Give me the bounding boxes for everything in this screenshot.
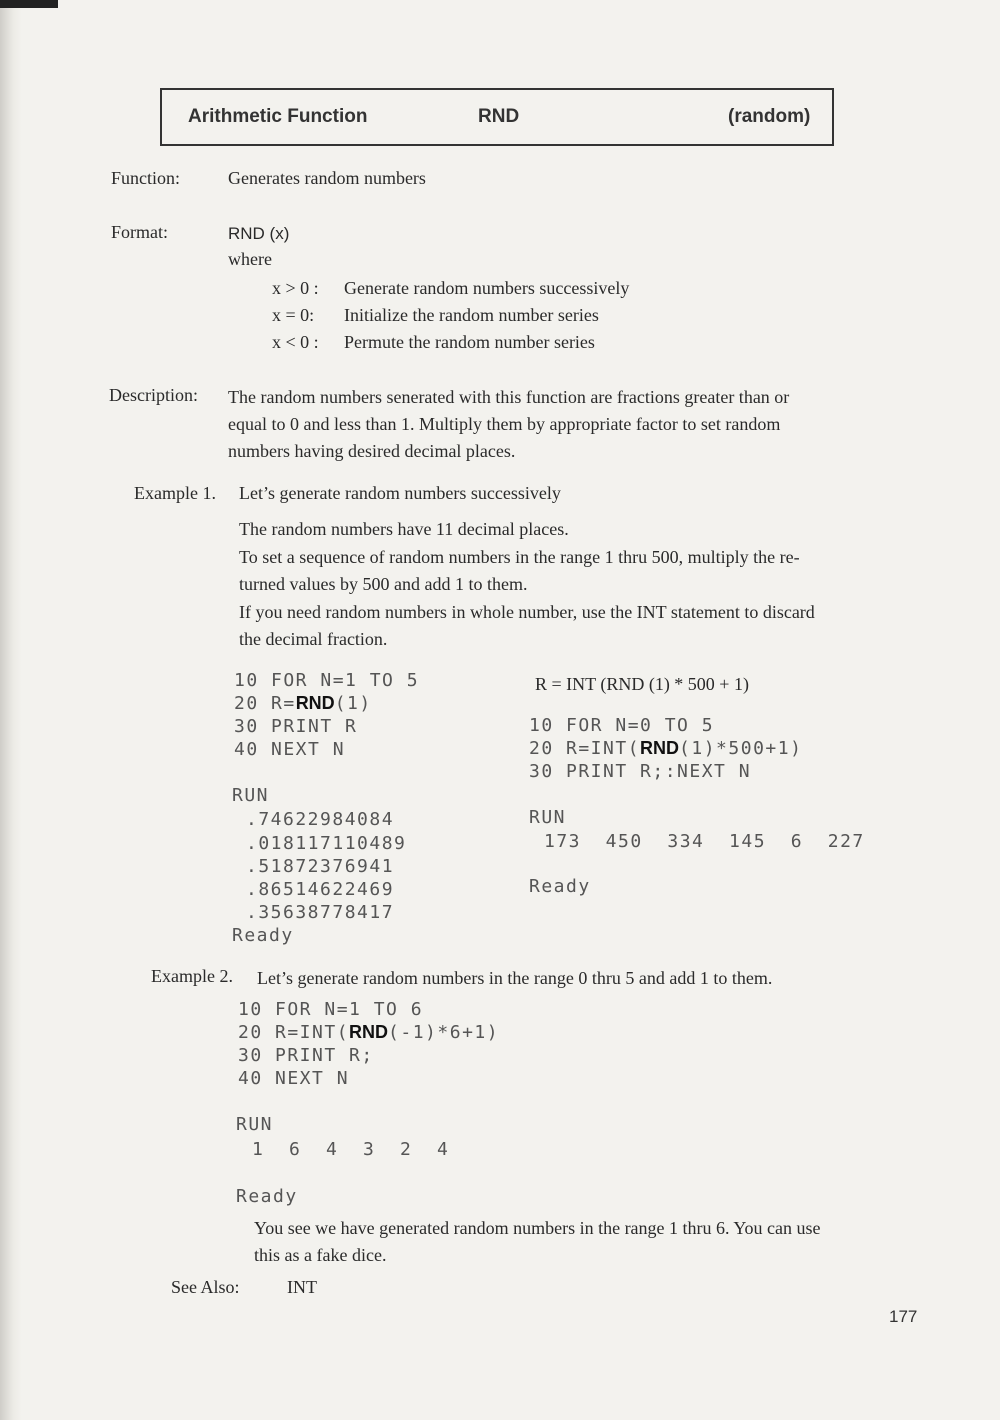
- example2-title: Let’s generate random numbers in the range 0 thru 5 and add 1 to them.: [257, 968, 773, 988]
- example1-title: Let’s generate random numbers successively: [239, 483, 561, 503]
- see-also-label: See Also:: [171, 1277, 240, 1297]
- example1-line: If you need random numbers in whole number, use the INT statement to discard: [239, 602, 815, 622]
- format-label: Format:: [111, 222, 168, 242]
- format-syntax: RND (x): [228, 224, 290, 243]
- page-corner-mark: [0, 0, 58, 8]
- example1-label: Example 1.: [134, 483, 216, 503]
- page-binding-shadow: [0, 0, 22, 1420]
- example2-line: this as a fake dice.: [254, 1245, 387, 1265]
- header-description: (random): [728, 106, 811, 127]
- format-case-cond: x < 0 :: [272, 332, 319, 352]
- example1-line: turned values by 500 and add 1 to them.: [239, 574, 528, 594]
- description-label: Description:: [109, 385, 198, 405]
- code-line: 20 R=INT(RND(1)*500+1): [529, 738, 803, 759]
- code-line: 30 PRINT R: [234, 716, 358, 737]
- output-value: .51872376941: [246, 856, 395, 877]
- code-line: 20 R=INT(RND(-1)*6+1): [238, 1022, 500, 1043]
- run-command: RUN: [236, 1114, 274, 1135]
- function-text: Generates random numbers: [228, 168, 426, 188]
- ready-prompt: Ready: [529, 876, 591, 897]
- formula: R = INT (RND (1) * 500 + 1): [535, 674, 749, 694]
- format-case-text: Generate random numbers successively: [344, 278, 630, 298]
- code-line: 20 R=RND(1): [234, 693, 372, 714]
- code-line: 40 NEXT N: [234, 739, 346, 760]
- ready-prompt: Ready: [236, 1186, 298, 1207]
- ready-prompt: Ready: [232, 925, 294, 946]
- code-line: 30 PRINT R;:NEXT N: [529, 761, 752, 782]
- see-also-value: INT: [287, 1277, 317, 1297]
- example1-line: the decimal fraction.: [239, 629, 388, 649]
- example2-label: Example 2.: [151, 966, 233, 986]
- header-name: RND: [478, 106, 520, 127]
- description-line: The random numbers senerated with this function are fractions greater than or: [228, 387, 790, 407]
- function-header-box: [160, 88, 834, 146]
- format-case-text: Permute the random number series: [344, 332, 595, 352]
- page-number: 177: [889, 1307, 918, 1326]
- code-line: 10 FOR N=1 TO 5: [234, 670, 420, 691]
- run-command: RUN: [529, 807, 567, 828]
- function-label: Function:: [111, 168, 181, 188]
- output-value: .86514622469: [246, 879, 395, 900]
- format-where: where: [228, 249, 272, 269]
- code-line: 10 FOR N=0 TO 5: [529, 715, 715, 736]
- description-line: equal to 0 and less than 1. Multiply them by appropriate factor to set random: [228, 414, 781, 434]
- code-line: 30 PRINT R;: [238, 1045, 374, 1066]
- output-value: 1 6 4 3 2 4: [252, 1139, 450, 1160]
- output-value: .018117110489: [246, 833, 407, 854]
- output-value: 173 450 334 145 6 227: [544, 831, 865, 852]
- code-line: 10 FOR N=1 TO 6: [238, 999, 424, 1020]
- format-case-text: Initialize the random number series: [344, 305, 599, 325]
- example2-line: You see we have generated random numbers in the range 1 thru 6. You can use: [254, 1218, 821, 1238]
- output-value: .74622984084: [246, 809, 395, 830]
- code-line: 40 NEXT N: [238, 1068, 350, 1089]
- description-line: numbers having desired decimal places.: [228, 441, 516, 461]
- example1-line: To set a sequence of random numbers in the range 1 thru 500, multiply the re-: [239, 547, 800, 567]
- format-case-cond: x = 0:: [272, 305, 315, 325]
- header-category: Arithmetic Function: [188, 106, 368, 127]
- format-case-cond: x > 0 :: [272, 278, 319, 298]
- run-command: RUN: [232, 785, 270, 806]
- output-value: .35638778417: [246, 902, 395, 923]
- example1-line: The random numbers have 11 decimal places.: [239, 519, 569, 539]
